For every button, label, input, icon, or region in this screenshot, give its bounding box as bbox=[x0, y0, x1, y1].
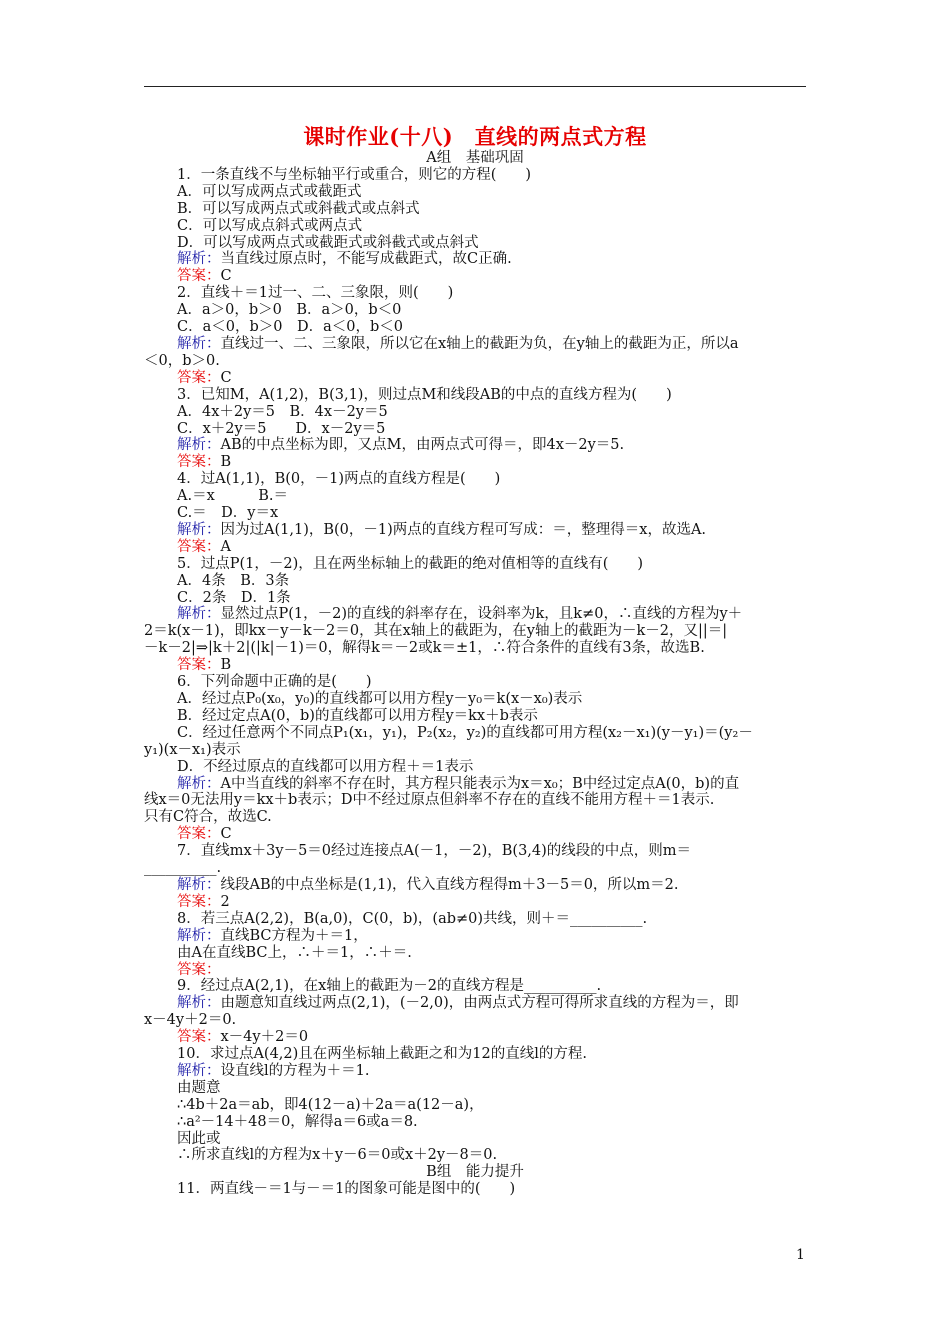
option: C．可以写成点斜式或两点式 bbox=[177, 217, 363, 234]
answer-text: C bbox=[220, 369, 232, 386]
solution-step: ∴4b＋2a＝ab，即4(12－a)＋2a＝a(12－a)， bbox=[177, 1096, 484, 1113]
answer-label: 答案： bbox=[177, 1029, 221, 1046]
analysis-text: 直线BC方程为＋＝1， bbox=[220, 927, 368, 944]
analysis-text: 线段AB的中点坐标是(1,1)，代入直线方程得m＋3－5＝0，所以m＝2. bbox=[220, 876, 679, 893]
analysis-line bbox=[144, 995, 806, 1012]
answer-text: C bbox=[220, 826, 232, 843]
analysis-line bbox=[144, 251, 806, 268]
answer-label: 答案： bbox=[177, 538, 221, 555]
analysis-text: 因为过A(1,1)，B(0，－1)两点的直线方程可写成：＝，整理得＝x，故选A. bbox=[220, 521, 707, 538]
answer-text: B bbox=[220, 454, 232, 471]
analysis-line bbox=[144, 776, 806, 793]
analysis-line bbox=[144, 1063, 806, 1080]
option: A．4x＋2y＝5 B．4x－2y＝5 bbox=[177, 403, 388, 420]
option: A.＝x B.＝ bbox=[177, 488, 289, 505]
option: C．x＋2y＝5 D．x－2y＝5 bbox=[177, 420, 386, 437]
question-6: 6．下列命题中正确的是( ) bbox=[177, 674, 372, 691]
question-3: 3．已知M，A(1,2)，B(3,1)，则过点M和线段AB的中点的直线方程为( ) bbox=[177, 386, 672, 403]
question-2: 2．直线＋＝1过一、二、三象限，则( ) bbox=[177, 285, 454, 302]
answer-line bbox=[144, 1029, 806, 1046]
analysis-text: AB的中点坐标为即，又点M，由两点式可得＝，即4x－2y＝5. bbox=[220, 437, 625, 454]
option: A．a＞0，b＞0 B．a＞0，b＜0 bbox=[177, 302, 402, 319]
answer-line bbox=[144, 826, 806, 843]
answer-label: 答案： bbox=[177, 893, 221, 910]
section-a-heading: A组 基础巩固 bbox=[426, 150, 524, 166]
analysis-label: 解析： bbox=[177, 995, 221, 1012]
analysis-text: 由题意知直线过两点(2,1)，(－2,0)，由两点式方程可得所求直线的方程为＝，即 bbox=[220, 995, 739, 1012]
answer-text: A bbox=[220, 538, 231, 555]
option: C.＝ D．y＝x bbox=[177, 505, 279, 522]
analysis-continuation: 线x＝0无法用y＝kx＋b表示；D中不经过原点但斜率不存在的直线不能用方程＋＝1表示. bbox=[144, 792, 715, 809]
option-continuation: y₁)(x－x₁)表示 bbox=[144, 741, 241, 758]
question-10: 10．求过点A(4,2)且在两坐标轴上截距之和为12的直线l的方程. bbox=[177, 1046, 587, 1063]
analysis-label: 解析： bbox=[177, 1062, 221, 1079]
solution-step: 由题意 bbox=[177, 1079, 221, 1096]
answer-label: 答案： bbox=[177, 454, 221, 471]
analysis-text: 显然过点P(1，－2)的直线的斜率存在，设斜率为k，且k≠0，∴直线的方程为y＋ bbox=[220, 606, 743, 623]
question-11: 11．两直线－＝1与－＝1的图象可能是图中的( ) bbox=[177, 1181, 516, 1198]
answer-text: B bbox=[220, 657, 232, 674]
answer-line bbox=[144, 454, 806, 471]
analysis-continuation: x－4y＋2＝0. bbox=[144, 1012, 237, 1029]
question-9: 9．经过点A(2,1)，在x轴上的截距为－2的直线方程是__________. bbox=[177, 978, 602, 995]
answer-line bbox=[144, 657, 806, 674]
answer-text: C bbox=[220, 268, 232, 285]
answer-line bbox=[144, 539, 806, 556]
option: C．2条 D．1条 bbox=[177, 589, 291, 606]
analysis-step: 由A在直线BC上，∴＋＝1，∴＋＝. bbox=[177, 944, 412, 961]
solution-step: 因此或 bbox=[177, 1130, 221, 1147]
page-number: 1 bbox=[796, 1247, 805, 1263]
answer-line bbox=[144, 894, 806, 911]
answer-line bbox=[144, 962, 806, 979]
answer-text: x－4y＋2＝0 bbox=[220, 1029, 309, 1046]
analysis-line bbox=[144, 928, 806, 945]
analysis-line bbox=[144, 437, 806, 454]
answer-label: 答案： bbox=[177, 268, 221, 285]
option: B．可以写成两点式或斜截式或点斜式 bbox=[177, 200, 420, 217]
question-7: 7．直线mx＋3y－5＝0经过连接点A(－1，－2)，B(3,4)的线段的中点，则m＝ bbox=[177, 843, 692, 860]
question-5: 5．过点P(1，－2)，且在两坐标轴上的截距的绝对值相等的直线有( ) bbox=[177, 555, 644, 572]
analysis-line bbox=[144, 522, 806, 539]
option: C．经过任意两个不同点P₁(x₁，y₁)，P₂(x₂，y₂)的直线都可用方程(x₂－x₁)(y－y₁)＝(y₂－ bbox=[177, 724, 753, 741]
option: A．经过点P₀(x₀，y₀)的直线都可以用方程y－y₀＝k(x－x₀)表示 bbox=[177, 691, 583, 707]
analysis-continuation: ＜0，b＞0. bbox=[144, 352, 220, 369]
answer-label: 答案： bbox=[177, 657, 221, 674]
answer-line bbox=[144, 370, 806, 387]
analysis-label: 解析： bbox=[177, 437, 221, 454]
analysis-label: 解析： bbox=[177, 927, 221, 944]
answer-text: 2 bbox=[220, 893, 230, 910]
analysis-label: 解析： bbox=[177, 521, 221, 538]
analysis-text: 直线过一、二、三象限，所以它在x轴上的截距为负，在y轴上的截距为正，所以a bbox=[220, 335, 739, 352]
option: A．4条 B．3条 bbox=[177, 572, 290, 589]
analysis-line bbox=[144, 336, 806, 353]
option: B．经过定点A(0，b)的直线都可以用方程y＝kx＋b表示 bbox=[177, 707, 538, 724]
question-1: 1．一条直线不与坐标轴平行或重合，则它的方程( ) bbox=[177, 166, 532, 183]
question-8: 8．若三点A(2,2)，B(a,0)，C(0，b)，(ab≠0)共线，则＋＝__________. bbox=[177, 910, 648, 927]
analysis-text: A中当直线的斜率不存在时，其方程只能表示为x＝x₀；B中经过定点A(0，b)的直 bbox=[220, 775, 740, 792]
analysis-text: 当直线过原点时，不能写成截距式，故C正确. bbox=[220, 251, 512, 268]
option: C．a＜0，b＞0 D．a＜0，b＜0 bbox=[177, 319, 403, 336]
analysis-label: 解析： bbox=[177, 775, 221, 792]
document-body bbox=[144, 150, 806, 1198]
analysis-label: 解析： bbox=[177, 606, 221, 623]
analysis-line bbox=[144, 877, 806, 894]
solution-step: ∴a²－14＋48＝0，解得a＝6或a＝8. bbox=[177, 1113, 418, 1130]
answer-label: 答案： bbox=[177, 369, 221, 386]
answer-label: 答案： bbox=[177, 826, 221, 843]
analysis-line bbox=[144, 606, 806, 623]
option: D．可以写成两点式或截距式或斜截式或点斜式 bbox=[177, 234, 479, 251]
section-b-heading: B组 能力提升 bbox=[426, 1164, 524, 1181]
analysis-continuation: 只有C符合，故选C. bbox=[144, 809, 272, 826]
analysis-text: 设直线l的方程为＋＝1. bbox=[220, 1062, 370, 1079]
analysis-continuation: 2＝k(x－1)，即kx－y－k－2＝0，其在x轴上的截距为，在y轴上的截距为－k－2，又||＝| bbox=[144, 623, 728, 640]
analysis-label: 解析： bbox=[177, 335, 221, 352]
option: D．不经过原点的直线都可以用方程＋＝1表示 bbox=[177, 758, 474, 775]
analysis-label: 解析： bbox=[177, 251, 221, 268]
analysis-label: 解析： bbox=[177, 876, 221, 893]
page-title: 课时作业(十八) 直线的两点式方程 bbox=[303, 124, 647, 149]
question-continuation: __________. bbox=[144, 860, 222, 877]
option: A．可以写成两点式或截距式 bbox=[177, 183, 362, 200]
analysis-continuation: －k－2|⇒|k＋2|(|k|－1)＝0，解得k＝－2或k＝±1，∴符合条件的直线有3条，故选B. bbox=[144, 640, 705, 657]
header-rule bbox=[144, 86, 806, 87]
answer-label: 答案： bbox=[177, 961, 221, 978]
answer-line bbox=[144, 268, 806, 285]
question-4: 4．过A(1,1)，B(0，－1)两点的直线方程是( ) bbox=[177, 471, 501, 488]
solution-step: ∴所求直线l的方程为x＋y－6＝0或x＋2y－8＝0. bbox=[177, 1147, 498, 1164]
